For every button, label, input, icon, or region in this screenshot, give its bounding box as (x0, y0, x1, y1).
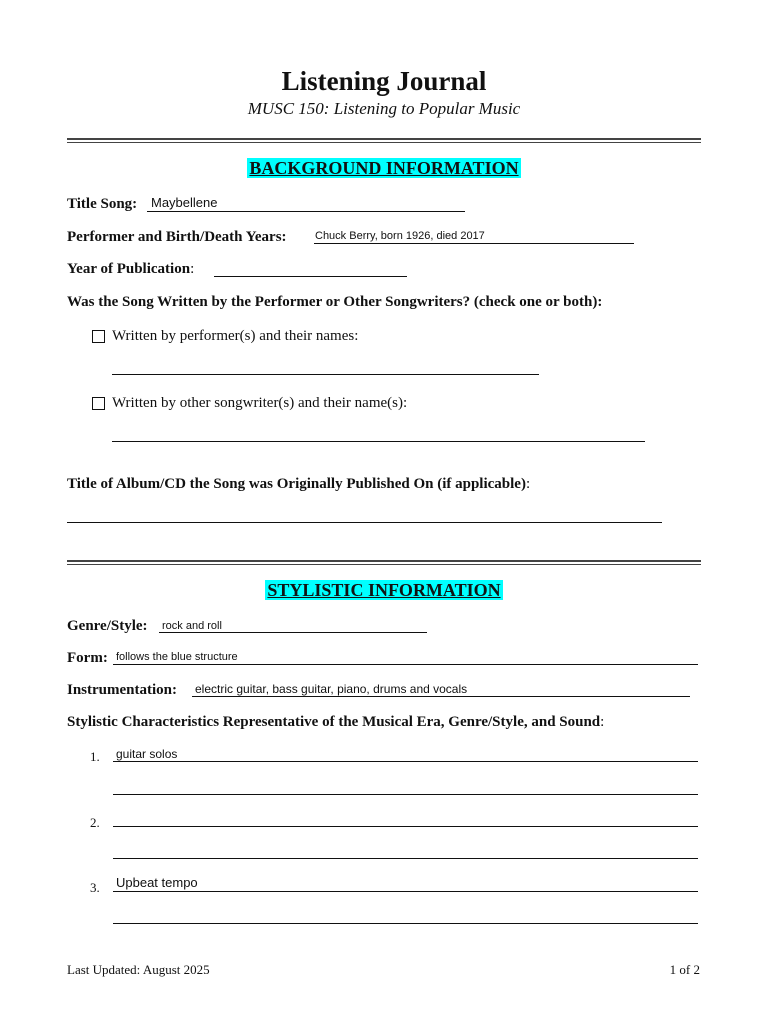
year-label: Year of Publication: (67, 261, 195, 277)
form-label: Form: (67, 650, 108, 666)
page-number: 1 of 2 (669, 962, 700, 977)
other-names-field[interactable] (112, 441, 645, 442)
divider-top (67, 138, 701, 140)
item-3-field-line-2[interactable] (113, 923, 698, 924)
title-song-label: Title Song: (67, 196, 138, 212)
performer-value: Chuck Berry, born 1926, died 2017 (315, 230, 485, 242)
title-song-field[interactable] (147, 211, 465, 212)
item-3-field[interactable] (113, 891, 698, 892)
title-song-value: Maybellene (151, 195, 218, 210)
item-3-number: 3. (90, 880, 100, 895)
divider-top-thin (67, 142, 701, 143)
year-field[interactable] (214, 276, 407, 277)
page-title: Listening Journal (281, 66, 487, 96)
divider-middle-thin (67, 564, 701, 565)
performer-label: Performer and Birth/Death Years: (67, 229, 287, 245)
item-2-field-line-2[interactable] (113, 858, 698, 859)
stylistic-heading-wrap (0, 579, 768, 601)
item-2-number: 2. (90, 815, 100, 830)
genre-label: Genre/Style: (67, 618, 148, 634)
option-performer-label: Written by performer(s) and their names: (112, 328, 359, 344)
background-heading: BACKGROUND INFORMATION (249, 158, 519, 178)
characteristics-label: Stylistic Characteristics Representative of the Musical Era, Genre/Style, and Sound: (67, 714, 605, 730)
item-1-field-line-2[interactable] (113, 794, 698, 795)
form-value: follows the blue structure (116, 651, 238, 663)
background-heading-wrap (0, 157, 768, 179)
item-1-field[interactable] (113, 761, 698, 762)
performer-names-field[interactable] (112, 374, 539, 375)
instrumentation-value: electric guitar, bass guitar, piano, drums and vocals (195, 682, 468, 696)
instrumentation-field[interactable] (192, 696, 690, 697)
checkbox-other[interactable] (92, 397, 105, 410)
stylistic-heading: STYLISTIC INFORMATION (267, 580, 501, 600)
genre-field[interactable] (159, 632, 427, 633)
album-label: Title of Album/CD the Song was Originally Published On (if applicable): (67, 476, 531, 492)
page-subtitle: MUSC 150: Listening to Popular Music (247, 99, 521, 118)
written-question: Was the Song Written by the Performer or Other Songwriters? (check one or both): (67, 294, 603, 310)
checkbox-performer[interactable] (92, 330, 105, 343)
form-field[interactable] (113, 664, 698, 665)
last-updated: Last Updated: August 2025 (67, 962, 210, 977)
item-3-value: Upbeat tempo (116, 875, 198, 890)
performer-field[interactable] (314, 243, 634, 244)
item-2-field[interactable] (113, 826, 698, 827)
item-1-number: 1. (90, 749, 100, 764)
genre-value: rock and roll (162, 620, 222, 632)
divider-middle (67, 560, 701, 562)
option-other-label: Written by other songwriter(s) and their name(s): (112, 395, 408, 411)
album-field[interactable] (67, 522, 662, 523)
instrumentation-label: Instrumentation: (67, 682, 178, 698)
item-1-value: guitar solos (116, 747, 178, 761)
